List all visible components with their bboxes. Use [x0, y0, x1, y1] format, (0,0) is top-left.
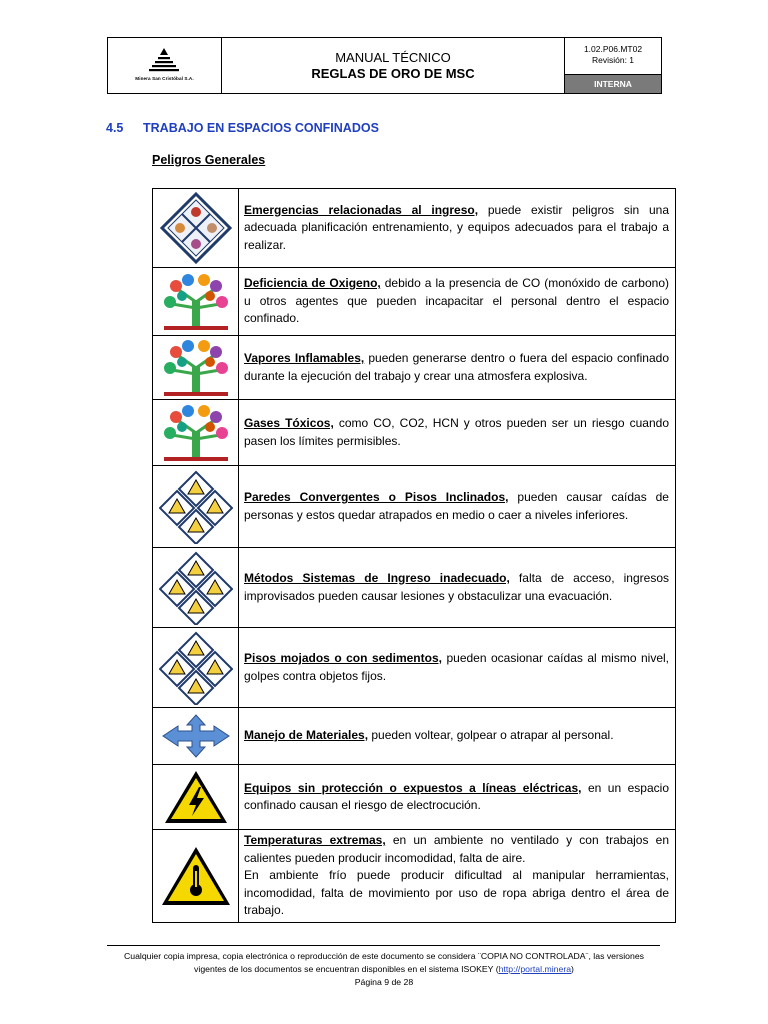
hazard-text-continued: En ambiente frío puede producir dificultad al manipular herramientas, incomodidad, falta de movimiento por uso de ropa abriga dentro el área de trabajo.: [244, 868, 669, 917]
hazard-text: falta de acceso, ingresos improvisados pueden causar lesiones y obstaculizar una evacuación.: [244, 571, 669, 603]
hazard-heading: Métodos Sistemas de Ingreso inadecuado,: [244, 571, 510, 585]
table-row: [153, 268, 676, 336]
hazard-heading: Vapores Inflamables,: [244, 351, 365, 365]
section-heading: [106, 121, 379, 135]
footer-disclaimer-close: ): [571, 964, 574, 974]
document-code: 1.02.P06.MT02: [583, 44, 643, 54]
warning-diamonds-icon: [159, 631, 233, 705]
hazard-description: [239, 189, 676, 268]
table-row: [153, 400, 676, 466]
icon-cell: [153, 336, 239, 400]
hazard-description: [239, 400, 676, 466]
hazard-description: [239, 830, 676, 923]
hazard-heading: Equipos sin protección o expuestos a líneas eléctricas,: [244, 780, 582, 795]
hazard-heading: Paredes Convergentes o Pisos Inclinados,: [244, 490, 509, 504]
document-title: MANUAL TÉCNICO: [335, 50, 451, 65]
icon-cell: [153, 830, 239, 923]
hazard-text: como CO, CO2, HCN y otros pueden ser un riesgo cuando pasen los límites permisibles.: [244, 416, 669, 448]
hazard-text: pueden generarse dentro o fuera del espacio confinado durante la ejecución del trabajo y crear una atmosfera explosiva.: [244, 351, 670, 383]
thermometer-warning-icon: [160, 845, 232, 907]
hazard-description: [239, 268, 676, 336]
table-row: [153, 466, 676, 548]
hazards-table: [152, 188, 676, 923]
icon-cell: [153, 628, 239, 708]
document-meta: [565, 38, 661, 93]
table-row: [153, 189, 676, 268]
icon-cell: [153, 708, 239, 765]
table-row: [153, 765, 676, 830]
document-title-block: [222, 38, 565, 93]
section-number: 4.5: [106, 121, 124, 135]
hazard-tree-icon: [162, 272, 230, 332]
hazard-description: [239, 628, 676, 708]
icon-cell: [153, 765, 239, 830]
hazard-text: en un espacio confinado causan el riesgo de electrocución.: [244, 780, 669, 812]
four-way-arrow-icon: [161, 714, 231, 758]
document-revision: Revisión: 1: [591, 55, 635, 65]
table-row: [153, 336, 676, 400]
icon-cell: [153, 400, 239, 466]
emergency-diamond-icon: [160, 192, 232, 264]
subsection-title: Peligros Generales: [152, 153, 266, 167]
icon-cell: [153, 548, 239, 628]
footer-disclaimer-text: vigentes de los documentos se encuentran disponibles en el sistema ISOKEY (: [194, 964, 499, 974]
document-subtitle: REGLAS DE ORO DE MSC: [311, 66, 475, 81]
hazard-tree-icon: [162, 403, 230, 463]
hazard-tree-icon: [162, 338, 230, 398]
classification-badge: INTERNA: [565, 74, 661, 93]
table-row: [153, 830, 676, 923]
icon-cell: [153, 189, 239, 268]
hazard-description: [239, 336, 676, 400]
hazard-text: pueden ocasionar caídas al mismo nivel, golpes contra objetos fijos.: [244, 651, 669, 683]
warning-diamonds-icon: [159, 551, 233, 625]
page-number: Página 9 de 28: [354, 977, 414, 987]
document-header: [107, 37, 662, 94]
hazard-description: [239, 466, 676, 548]
hazard-heading: Emergencias relacionadas al ingreso,: [244, 202, 479, 217]
hazard-description: [239, 548, 676, 628]
section-title: TRABAJO EN ESPACIOS CONFINADOS: [143, 121, 379, 135]
company-logo: [108, 38, 222, 93]
hazard-text: puede existir peligros sin una adecuada planificación entrenamiento, y equipos adecuados para el trabajo a realizar.: [244, 202, 670, 252]
hazard-description: [239, 765, 676, 830]
hazard-text: en un ambiente no ventilado y con trabajos en calientes pueden producir incomodidad, falta de aire.: [244, 833, 669, 865]
table-row: [153, 628, 676, 708]
footer-disclaimer-line1: Cualquier copia impresa, copia electrónica o reproducción de este documento se considera ¨COPIA NO CONTROLADA¨, las versiones: [123, 951, 645, 961]
icon-cell: [153, 268, 239, 336]
hazard-heading: Pisos mojados o con sedimentos,: [244, 651, 442, 665]
logo-pyramid-icon: [149, 46, 179, 74]
hazard-heading: Temperaturas extremas,: [244, 833, 386, 847]
hazard-heading: Manejo de Materiales,: [244, 728, 369, 743]
icon-cell: [153, 466, 239, 548]
table-row: [153, 708, 676, 765]
warning-diamonds-icon: [159, 470, 233, 544]
electrical-hazard-icon: [163, 769, 229, 825]
hazard-text: debido a la presencia de CO (monóxido de carbono) u otros agentes que pueden incapacitar el personal dentro el espacio confinado.: [244, 276, 670, 326]
hazard-text: pueden causar caídas de personas y estos quedar atrapados en medio o caer a niveles inferiores.: [244, 490, 669, 522]
hazard-text: pueden voltear, golpear o atrapar al personal.: [368, 728, 614, 743]
hazard-heading: Deficiencia de Oxigeno,: [244, 276, 381, 291]
hazard-heading: Gases Tóxicos,: [244, 416, 334, 430]
company-name: Minera San Cristóbal S.A.: [135, 76, 194, 81]
footer: [100, 950, 668, 989]
footer-divider: [107, 945, 660, 946]
table-row: [153, 548, 676, 628]
portal-link[interactable]: http://portal.minera: [498, 964, 572, 974]
footer-disclaimer-line2: [100, 963, 668, 976]
hazard-description: [239, 708, 676, 765]
